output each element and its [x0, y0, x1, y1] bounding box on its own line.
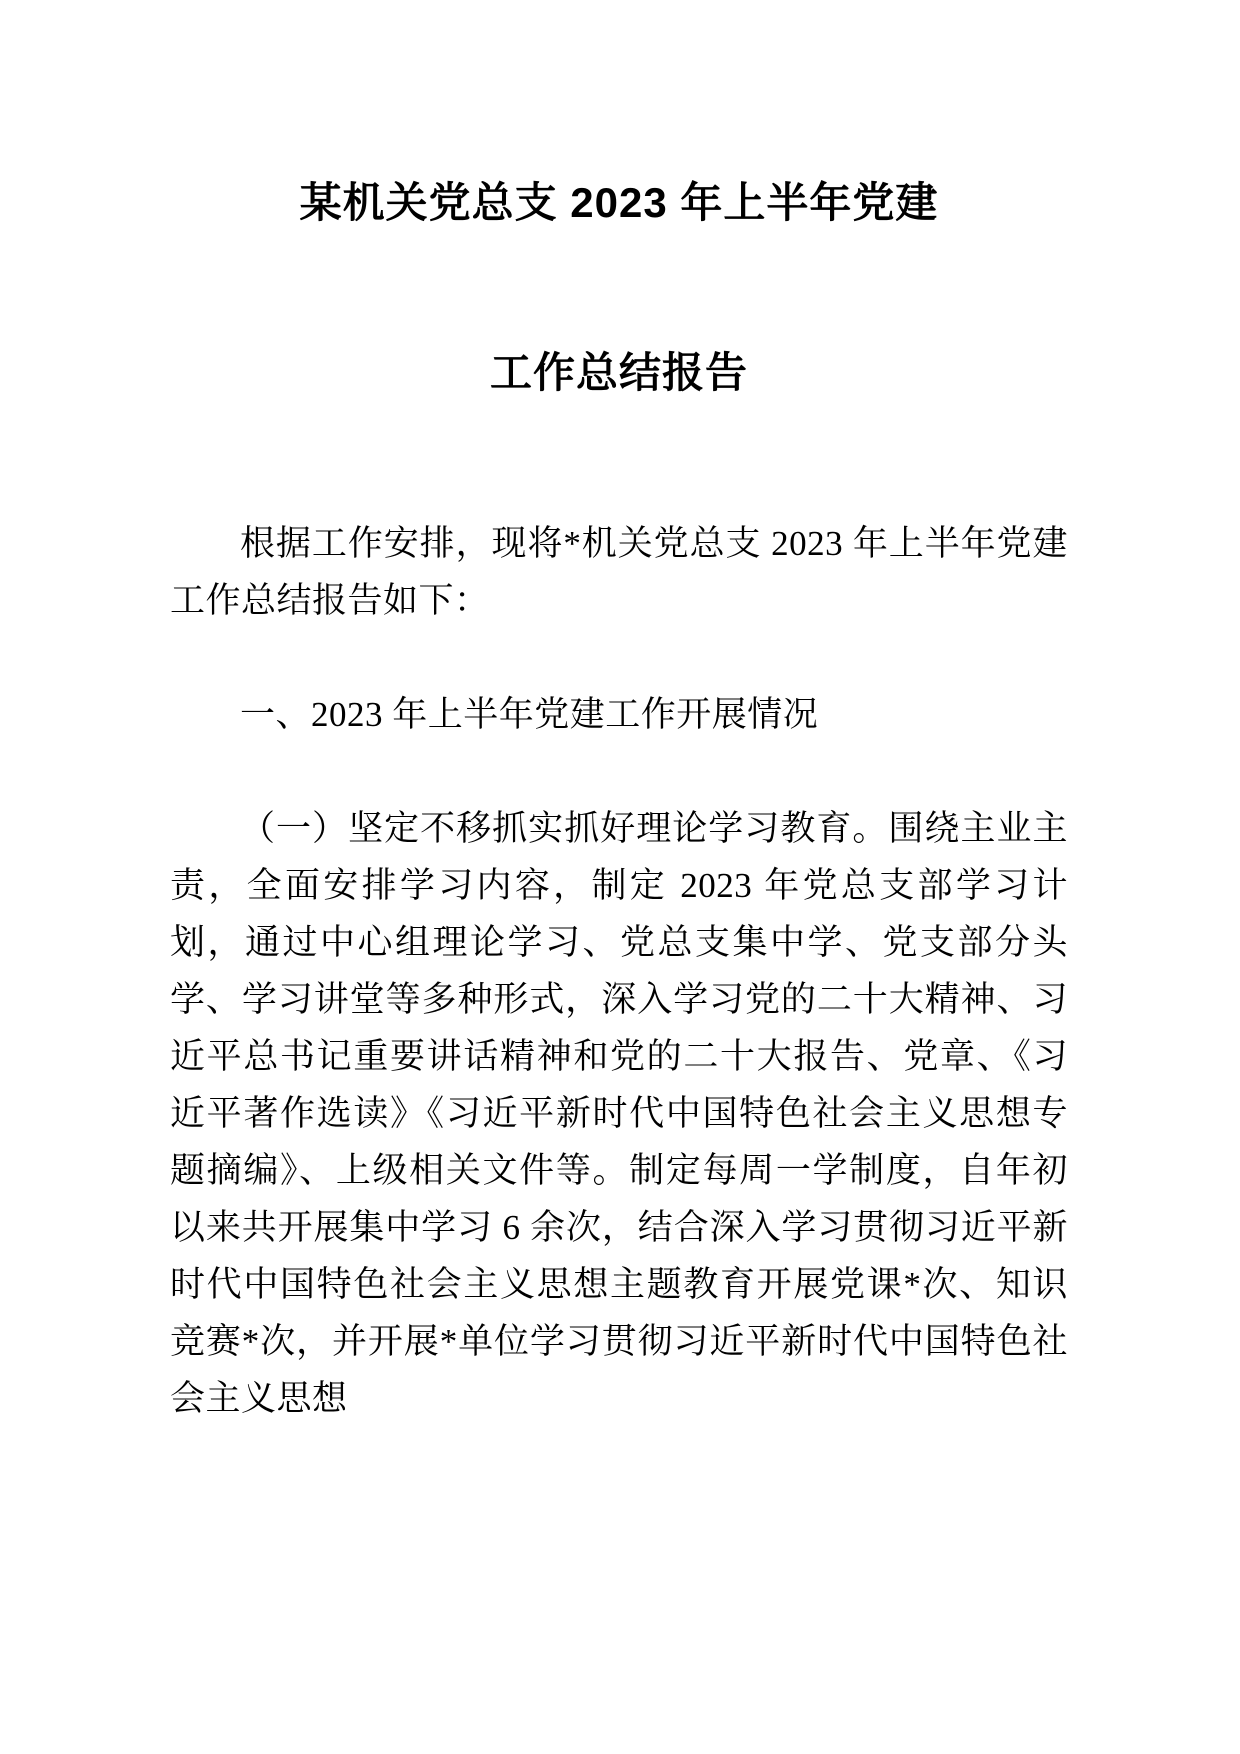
- document-title: [170, 118, 1068, 458]
- document-title-line2: 工作总结报告: [489, 349, 748, 396]
- intro-paragraph: 根据工作安排，现将*机关党总支 2023 年上半年党建工作总结报告如下：: [170, 524, 1068, 620]
- document-title-line1: 某机关党总支 2023 年上半年党建: [299, 179, 939, 226]
- body-paragraph: （一）坚定不移抓实抓好理论学习教育。围绕主业主责，全面安排学习内容，制定 2023 年党总支部学习计划，通过中心组理论学习、党总支集中学、党支部分头学、学习讲堂等多种形式，深入学习党的二十大精神、习近平总书记重要讲话精神和党的二十大报告、党章、《习近平著作选读》《习近平新时代中国特色社会主义思想专题摘编》、上级相关文件等。制定每周一学制度，自年初以来共开展集中学习 6 余次，结合深入学习贯彻习近平新时代中国特色社会主义思想主题教育开展党课*次、知识竞赛*次，并开展*单位学习贯彻习近平新时代中国特色社会主义思想: [170, 809, 1068, 1418]
- section-heading: 一、2023 年上半年党建工作开展情况: [240, 695, 819, 734]
